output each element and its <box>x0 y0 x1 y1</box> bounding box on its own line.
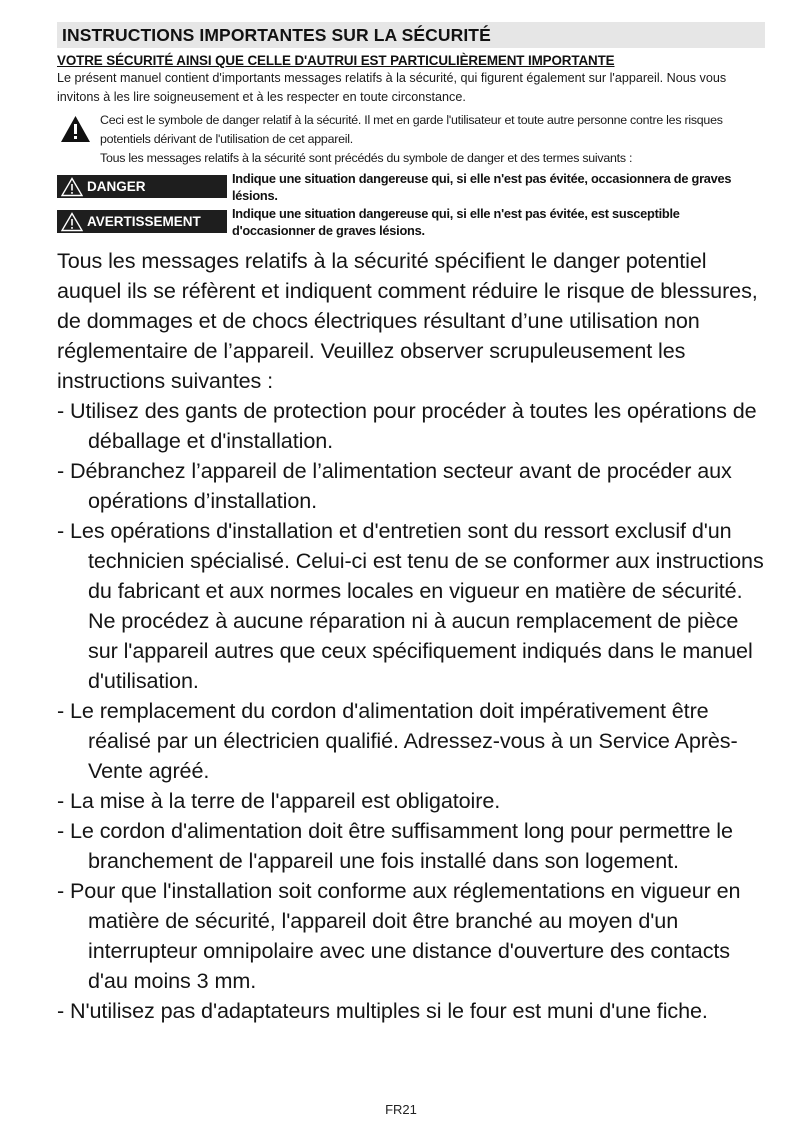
section-subtitle: VOTRE SÉCURITÉ AINSI QUE CELLE D'AUTRUI EST PARTICULIÈREMENT IMPORTANTE <box>57 53 615 68</box>
list-item: - Utilisez des gants de protection pour procéder à toutes les opérations de déballage et d'installation. <box>57 398 757 453</box>
danger-label: DANGER <box>87 179 146 194</box>
warning-badge <box>57 210 227 233</box>
list-item: - Débranchez l’appareil de l’alimentation secteur avant de procéder aux opérations d’installation. <box>57 458 732 513</box>
notice-danger <box>57 171 765 204</box>
warning-triangle-icon <box>61 177 83 197</box>
list-item: - Les opérations d'installation et d'entretien sont du ressort exclusif d'un technicien spécialisé. Celui-ci est tenu de se conformer aux instructions du fabricant et aux normes locales en vigueur en matière de sécurité. Ne procédez à aucune réparation ni à aucun remplacement de pièce sur l'appareil autres que ceux spécifiquement indiqués dans le manuel d'utilisation. <box>57 518 764 693</box>
list-item: - Le cordon d'alimentation doit être suffisamment long pour permettre le branchement de l'appareil une fois installé dans son logement. <box>57 818 733 873</box>
warning-label: AVERTISSEMENT <box>87 214 201 229</box>
page-title: INSTRUCTIONS IMPORTANTES SUR LA SÉCURITÉ <box>57 22 765 48</box>
instruction-list <box>57 396 765 1026</box>
danger-symbol-explanation <box>57 111 765 168</box>
symbol-terms-intro: Tous les messages relatifs à la sécurité sont précédés du symbole de danger et des termes suivants : <box>100 151 633 165</box>
list-item: - Le remplacement du cordon d'alimentation doit impérativement être réalisé par un électricien qualifié. Adressez-vous à un Service Après-Vente agréé. <box>57 698 738 783</box>
intro-paragraph: Le présent manuel contient d'importants messages relatifs à la sécurité, qui figurent également sur l'appareil. Nous vous invitons à les lire soigneusement et à les respecter en toute circonstance. <box>57 71 727 104</box>
list-item: - Pour que l'installation soit conforme aux réglementations en vigueur en matière de sécurité, l'appareil doit être branché au moyen d'un interrupteur omnipolaire avec une distance d'ouverture des contacts d'au moins 3 mm. <box>57 878 741 993</box>
danger-description: Indique une situation dangereuse qui, si elle n'est pas évitée, occasionnera de graves lésions. <box>232 171 732 203</box>
notice-warning <box>57 206 765 239</box>
warning-triangle-icon <box>61 212 83 232</box>
safety-paragraph: Tous les messages relatifs à la sécurité spécifient le danger potentiel auquel ils se réfèrent et indiquent comment réduire le risque de blessures, de dommages et de chocs électriques résultant d’une utilisation non réglementaire de l’appareil. Veuillez observer scrupuleusement les instructions suivantes : <box>57 248 758 393</box>
page-number: FR21 <box>385 1102 417 1117</box>
danger-badge <box>57 175 227 198</box>
symbol-description: Ceci est le symbole de danger relatif à la sécurité. Il met en garde l'utilisateur et toute autre personne contre les risques potentiels dérivant de l'utilisation de cet appareil. <box>100 113 723 146</box>
warning-description: Indique une situation dangereuse qui, si elle n'est pas évitée, est susceptible d'occasionner de graves lésions. <box>232 206 680 238</box>
list-item: - La mise à la terre de l'appareil est obligatoire. <box>57 788 501 813</box>
safety-instructions <box>57 246 765 1026</box>
list-item: - N'utilisez pas d'adaptateurs multiples si le four est muni d'une fiche. <box>57 998 708 1023</box>
page <box>57 22 765 1026</box>
warning-triangle-icon <box>60 115 91 143</box>
